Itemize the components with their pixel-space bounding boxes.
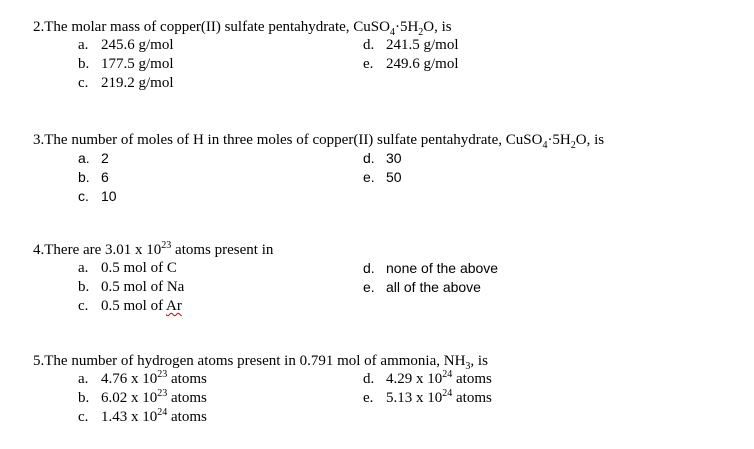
option-c: c. 0.5 mol of Ar (78, 298, 182, 314)
question-5 (33, 352, 733, 427)
question-number: 3. (33, 132, 45, 148)
question-stem: 4.There are 3.01 x $10^{23}$ atoms present in (33, 240, 274, 258)
option-e: e. 50 (363, 169, 402, 185)
option-d: d. 241.5 g/mol (363, 37, 459, 53)
option-c: c. 10 (78, 188, 117, 204)
option-d: d. 30 (363, 150, 402, 166)
option-c: c. 1.43 x $10^{24}$ atoms (78, 407, 207, 425)
option-d: d. none of the above (363, 260, 499, 276)
question-2 (33, 18, 733, 93)
question-stem: 2.The molar mass of copper(II) sulfate pentahydrate, $CuSO_4\cdot 5H_2O$, is (33, 19, 452, 38)
option-c: c. 219.2 g/mol (78, 75, 174, 91)
question-3 (33, 131, 733, 206)
option-e: e. 5.13 x $10^{24}$ atoms (363, 388, 492, 406)
question-number: 5. (33, 353, 45, 369)
option-a: a. 4.76 x $10^{23}$ atoms (78, 369, 207, 387)
option-b: b. 177.5 g/mol (78, 56, 174, 72)
option-b: b. 6.02 x $10^{23}$ atoms (78, 388, 207, 406)
option-e: e. all of the above (363, 279, 481, 295)
option-b: b. 0.5 mol of Na (78, 279, 185, 295)
question-number: 2. (33, 19, 45, 35)
option-d: d. 4.29 x $10^{24}$ atoms (363, 369, 492, 387)
question-number: 4. (33, 242, 45, 258)
option-e: e. 249.6 g/mol (363, 56, 459, 72)
option-a: a. 0.5 mol of C (78, 260, 177, 276)
option-a: a. 2 (78, 150, 109, 166)
option-b: b. 6 (78, 169, 109, 185)
question-stem: 3.The number of moles of H in three moles of copper(II) sulfate pentahydrate, $CuSO_4\cdot 5H_2O$, is (33, 132, 605, 151)
question-4 (33, 241, 733, 316)
spellcheck-flagged-word: Ar (166, 298, 182, 314)
option-a: a. 245.6 g/mol (78, 37, 174, 53)
question-stem: 5.The number of hydrogen atoms present in 0.791 mol of ammonia, $NH_3$, is (33, 353, 488, 372)
